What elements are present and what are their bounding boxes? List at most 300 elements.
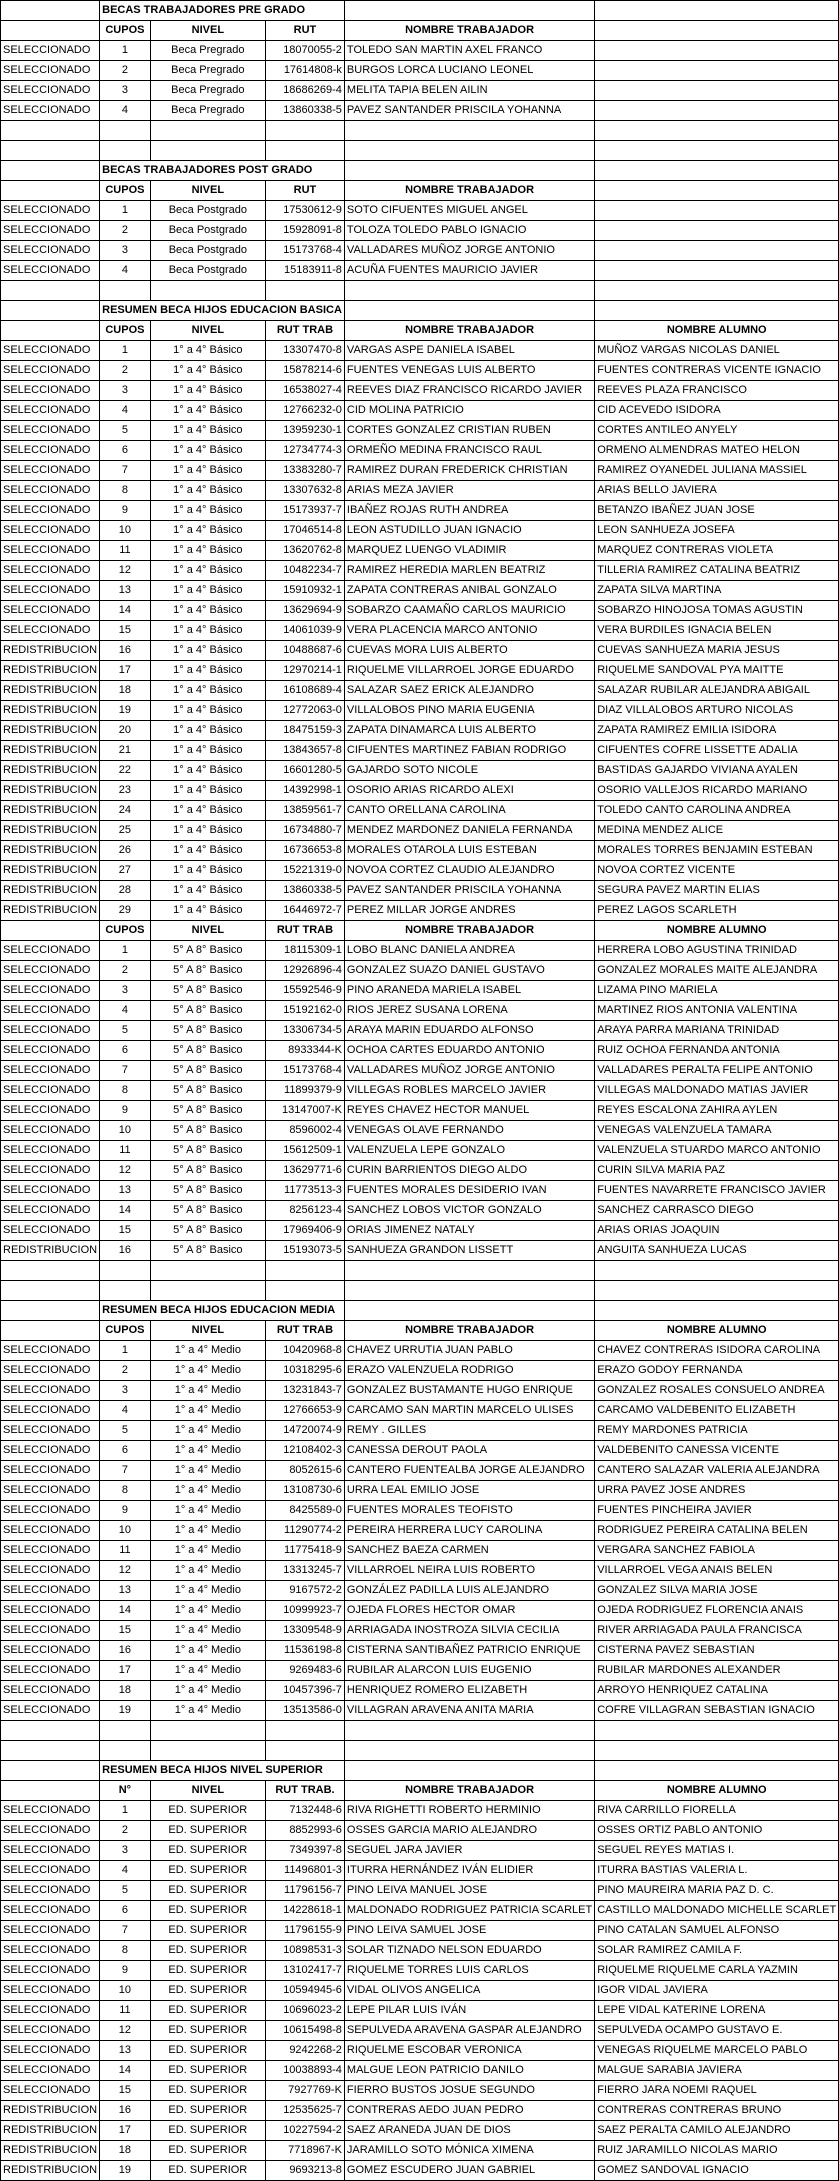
student-name-cell[interactable]: CID ACEVEDO ISIDORA [595,401,839,421]
nivel-cell[interactable]: ED. SUPERIOR [150,1941,265,1961]
cupo-cell[interactable]: 2 [100,61,151,81]
worker-name-cell[interactable]: IBAÑEZ ROJAS RUTH ANDREA [344,501,594,521]
cupo-cell[interactable]: 4 [100,1861,151,1881]
worker-name-cell[interactable]: LOBO BLANC DANIELA ANDREA [344,941,594,961]
status-cell[interactable]: SELECCIONADO [1,1501,100,1521]
worker-name-cell[interactable]: FUENTES VENEGAS LUIS ALBERTO [344,361,594,381]
rut-cell[interactable]: 12535625-7 [266,2101,345,2121]
empty-cell[interactable] [100,1741,151,1761]
nivel-cell[interactable]: Beca Postgrado [150,241,265,261]
cupo-cell[interactable]: 12 [100,1161,151,1181]
rut-cell[interactable]: 8596002-4 [266,1121,345,1141]
rut-cell[interactable]: 15173768-4 [266,241,345,261]
nivel-cell[interactable]: 1° a 4° Medio [150,1641,265,1661]
nivel-cell[interactable]: 1° a 4° Básico [150,421,265,441]
worker-name-cell[interactable]: VILLEGAS ROBLES MARCELO JAVIER [344,1081,594,1101]
nivel-cell[interactable]: 1° a 4° Básico [150,721,265,741]
student-name-cell[interactable]: LEPE VIDAL KATERINE LORENA [595,2001,839,2021]
status-cell[interactable]: SELECCIONADO [1,241,100,261]
empty-cell[interactable] [344,1301,594,1321]
nivel-cell[interactable]: 5° A 8° Basico [150,961,265,981]
nivel-cell[interactable]: 1° a 4° Básico [150,661,265,681]
student-name-cell[interactable]: RUBILAR MARDONES ALEXANDER [595,1661,839,1681]
rut-cell[interactable]: 13843657-8 [266,741,345,761]
rut-cell[interactable]: 17530612-9 [266,201,345,221]
nivel-cell[interactable]: 1° a 4° Básico [150,561,265,581]
cupo-cell[interactable]: 3 [100,381,151,401]
nivel-cell[interactable]: ED. SUPERIOR [150,1981,265,2001]
status-cell[interactable]: SELECCIONADO [1,581,100,601]
student-name-cell[interactable]: BETANZO IBAÑEZ JUAN JOSE [595,501,839,521]
status-cell[interactable]: SELECCIONADO [1,101,100,121]
status-cell[interactable]: SELECCIONADO [1,1561,100,1581]
nivel-cell[interactable]: 1° a 4° Medio [150,1701,265,1721]
nivel-cell[interactable]: 1° a 4° Medio [150,1661,265,1681]
student-name-cell[interactable]: URRA PAVEZ JOSE ANDRES [595,1481,839,1501]
status-cell[interactable]: SELECCIONADO [1,1041,100,1061]
rut-cell[interactable]: 10999923-7 [266,1601,345,1621]
nivel-cell[interactable]: ED. SUPERIOR [150,2161,265,2181]
student-name-cell[interactable]: CISTERNA PAVEZ SEBASTIAN [595,1641,839,1661]
rut-cell[interactable]: 11290774-2 [266,1521,345,1541]
status-cell[interactable]: SELECCIONADO [1,1621,100,1641]
column-header[interactable]: NOMBRE ALUMNO [595,921,839,941]
worker-name-cell[interactable]: LEON ASTUDILLO JUAN IGNACIO [344,521,594,541]
worker-name-cell[interactable]: ARIAS MEZA JAVIER [344,481,594,501]
cupo-cell[interactable]: 16 [100,641,151,661]
cupo-cell[interactable]: 2 [100,361,151,381]
nivel-cell[interactable]: ED. SUPERIOR [150,1921,265,1941]
worker-name-cell[interactable]: VILLAGRAN ARAVENA ANITA MARIA [344,1701,594,1721]
worker-name-cell[interactable]: ZAPATA DINAMARCA LUIS ALBERTO [344,721,594,741]
student-name-cell[interactable]: DIAZ VILLALOBOS ARTURO NICOLAS [595,701,839,721]
section-title[interactable]: RESUMEN BECA HIJOS NIVEL SUPERIOR [100,1761,345,1781]
worker-name-cell[interactable]: URRA LEAL EMILIO JOSE [344,1481,594,1501]
status-cell[interactable]: SELECCIONADO [1,1821,100,1841]
cupo-cell[interactable]: 4 [100,261,151,281]
worker-name-cell[interactable]: SAEZ ARANEDA JUAN DE DIOS [344,2121,594,2141]
status-cell[interactable]: REDISTRIBUCION [1,761,100,781]
nivel-cell[interactable]: 1° a 4° Básico [150,541,265,561]
nivel-cell[interactable]: 1° a 4° Básico [150,441,265,461]
status-cell[interactable]: REDISTRIBUCION [1,661,100,681]
column-header[interactable]: NIVEL [150,321,265,341]
rut-cell[interactable]: 18115309-1 [266,941,345,961]
status-cell[interactable]: SELECCIONADO [1,2001,100,2021]
rut-cell[interactable]: 13313245-7 [266,1561,345,1581]
rut-cell[interactable]: 15173937-7 [266,501,345,521]
status-cell[interactable]: REDISTRIBUCION [1,901,100,921]
rut-cell[interactable]: 9167572-2 [266,1581,345,1601]
nivel-cell[interactable]: 1° a 4° Básico [150,501,265,521]
empty-cell[interactable] [344,1261,594,1281]
empty-cell[interactable] [1,1761,100,1781]
nivel-cell[interactable]: Beca Pregrado [150,41,265,61]
student-name-cell[interactable]: ANGUITA SANHUEZA LUCAS [595,1241,839,1261]
empty-cell[interactable] [150,1281,265,1301]
student-name-cell[interactable]: SEPULVEDA OCAMPO GUSTAVO E. [595,2021,839,2041]
empty-cell[interactable] [344,1761,594,1781]
worker-name-cell[interactable]: ITURRA HERNÁNDEZ IVÁN ELIDIER [344,1861,594,1881]
column-header[interactable]: RUT TRAB [266,921,345,941]
student-name-cell[interactable]: PINO CATALAN SAMUEL ALFONSO [595,1921,839,1941]
status-cell[interactable]: SELECCIONADO [1,261,100,281]
column-header[interactable]: NOMBRE ALUMNO [595,321,839,341]
student-name-cell[interactable]: CURIN SILVA MARIA PAZ [595,1161,839,1181]
student-name-cell[interactable]: RIVA CARRILLO FIORELLA [595,1801,839,1821]
status-cell[interactable]: SELECCIONADO [1,1341,100,1361]
nivel-cell[interactable]: 1° a 4° Medio [150,1421,265,1441]
cupo-cell[interactable]: 25 [100,821,151,841]
empty-cell[interactable] [344,141,594,161]
cupo-cell[interactable]: 8 [100,1481,151,1501]
worker-name-cell[interactable]: ORIAS JIMENEZ NATALY [344,1221,594,1241]
status-cell[interactable]: SELECCIONADO [1,1361,100,1381]
rut-cell[interactable]: 15221319-0 [266,861,345,881]
nivel-cell[interactable]: ED. SUPERIOR [150,2141,265,2161]
worker-name-cell[interactable]: VALLADARES MUÑOZ JORGE ANTONIO [344,241,594,261]
column-header[interactable]: NOMBRE TRABAJADOR [344,181,594,201]
worker-name-cell[interactable]: SOLAR TIZNADO NELSON EDUARDO [344,1941,594,1961]
student-name-cell[interactable]: FUENTES NAVARRETE FRANCISCO JAVIER [595,1181,839,1201]
rut-cell[interactable]: 18070055-2 [266,41,345,61]
nivel-cell[interactable]: 1° a 4° Básico [150,621,265,641]
status-cell[interactable]: SELECCIONADO [1,61,100,81]
rut-cell[interactable]: 12734774-3 [266,441,345,461]
status-cell[interactable]: SELECCIONADO [1,1121,100,1141]
status-cell[interactable]: SELECCIONADO [1,541,100,561]
cupo-cell[interactable]: 13 [100,2041,151,2061]
empty-cell[interactable] [100,1281,151,1301]
column-header[interactable]: RUT [266,181,345,201]
status-cell[interactable]: SELECCIONADO [1,1221,100,1241]
status-cell[interactable]: SELECCIONADO [1,1461,100,1481]
rut-cell[interactable]: 10488687-6 [266,641,345,661]
cupo-cell[interactable]: 6 [100,1041,151,1061]
rut-cell[interactable]: 12766653-9 [266,1401,345,1421]
student-name-cell[interactable]: VALLADARES PERALTA FELIPE ANTONIO [595,1061,839,1081]
section-title[interactable]: BECAS TRABAJADORES POST GRADO [100,161,345,181]
student-name-cell[interactable]: PINO MAUREIRA MARIA PAZ D. C. [595,1881,839,1901]
status-cell[interactable]: SELECCIONADO [1,1441,100,1461]
worker-name-cell[interactable]: OCHOA CARTES EDUARDO ANTONIO [344,1041,594,1061]
student-name-cell[interactable]: FIERRO JARA NOEMI RAQUEL [595,2081,839,2101]
status-cell[interactable]: SELECCIONADO [1,1521,100,1541]
worker-name-cell[interactable]: MENDEZ MARDONEZ DANIELA FERNANDA [344,821,594,841]
rut-cell[interactable]: 8425589-0 [266,1501,345,1521]
nivel-cell[interactable]: ED. SUPERIOR [150,2061,265,2081]
nivel-cell[interactable]: 5° A 8° Basico [150,1141,265,1161]
student-name-cell[interactable]: MUÑOZ VARGAS NICOLAS DANIEL [595,341,839,361]
worker-name-cell[interactable]: FIERRO BUSTOS JOSUE SEGUNDO [344,2081,594,2101]
status-cell[interactable]: SELECCIONADO [1,381,100,401]
status-cell[interactable]: SELECCIONADO [1,401,100,421]
rut-cell[interactable]: 11775418-9 [266,1541,345,1561]
worker-name-cell[interactable]: RUBILAR ALARCON LUIS EUGENIO [344,1661,594,1681]
column-header[interactable]: N° [100,1781,151,1801]
rut-cell[interactable]: 10038893-4 [266,2061,345,2081]
nivel-cell[interactable]: 1° a 4° Básico [150,581,265,601]
nivel-cell[interactable]: 5° A 8° Basico [150,1021,265,1041]
student-name-cell[interactable]: MARQUEZ CONTRERAS VIOLETA [595,541,839,561]
rut-cell[interactable]: 17969406-9 [266,1221,345,1241]
rut-cell[interactable]: 18475159-3 [266,721,345,741]
status-cell[interactable]: REDISTRIBUCION [1,2141,100,2161]
cupo-cell[interactable]: 5 [100,1421,151,1441]
worker-name-cell[interactable]: CIFUENTES MARTINEZ FABIAN RODRIGO [344,741,594,761]
nivel-cell[interactable]: 5° A 8° Basico [150,1121,265,1141]
empty-cell[interactable] [1,1781,100,1801]
empty-cell[interactable] [1,21,100,41]
empty-cell[interactable] [266,1281,345,1301]
status-cell[interactable]: SELECCIONADO [1,361,100,381]
cupo-cell[interactable]: 12 [100,561,151,581]
cupo-cell[interactable]: 2 [100,961,151,981]
worker-name-cell[interactable]: RIQUELME ESCOBAR VERONICA [344,2041,594,2061]
nivel-cell[interactable]: 1° a 4° Básico [150,601,265,621]
column-header[interactable] [595,21,839,41]
column-header[interactable]: NOMBRE TRABAJADOR [344,1781,594,1801]
worker-name-cell[interactable]: SEPULVEDA ARAVENA GASPAR ALEJANDRO [344,2021,594,2041]
worker-name-cell[interactable]: VENEGAS OLAVE FERNANDO [344,1121,594,1141]
worker-name-cell[interactable]: VERA PLACENCIA MARCO ANTONIO [344,621,594,641]
rut-cell[interactable]: 9242268-2 [266,2041,345,2061]
nivel-cell[interactable]: 1° a 4° Medio [150,1401,265,1421]
nivel-cell[interactable]: 1° a 4° Medio [150,1681,265,1701]
status-cell[interactable]: REDISTRIBUCION [1,741,100,761]
column-header[interactable]: CUPOS [100,1321,151,1341]
nivel-cell[interactable]: 1° a 4° Medio [150,1441,265,1461]
nivel-cell[interactable]: ED. SUPERIOR [150,2101,265,2121]
worker-name-cell[interactable]: CUEVAS MORA LUIS ALBERTO [344,641,594,661]
column-header[interactable]: NOMBRE TRABAJADOR [344,21,594,41]
cupo-cell[interactable]: 11 [100,1141,151,1161]
cupo-cell[interactable]: 18 [100,2141,151,2161]
nivel-cell[interactable]: 1° a 4° Básico [150,701,265,721]
empty-cell[interactable] [344,1721,594,1741]
worker-name-cell[interactable]: SALAZAR SAEZ ERICK ALEJANDRO [344,681,594,701]
student-name-cell[interactable]: TILLERIA RAMIREZ CATALINA BEATRIZ [595,561,839,581]
student-name-cell[interactable]: SAEZ PERALTA CAMILO ALEJANDRO [595,2121,839,2141]
worker-name-cell[interactable]: CHAVEZ URRUTIA JUAN PABLO [344,1341,594,1361]
cupo-cell[interactable]: 11 [100,541,151,561]
student-name-cell[interactable]: REMY MARDONES PATRICIA [595,1421,839,1441]
rut-cell[interactable]: 8852993-6 [266,1821,345,1841]
status-cell[interactable]: SELECCIONADO [1,1841,100,1861]
empty-cell[interactable] [1,1741,100,1761]
student-name-cell[interactable]: RODRIGUEZ PEREIRA CATALINA BELEN [595,1521,839,1541]
nivel-cell[interactable]: 5° A 8° Basico [150,941,265,961]
student-name-cell[interactable] [595,221,839,241]
student-name-cell[interactable]: ZAPATA RAMIREZ EMILIA ISIDORA [595,721,839,741]
column-header[interactable]: NIVEL [150,181,265,201]
nivel-cell[interactable]: 1° a 4° Básico [150,801,265,821]
worker-name-cell[interactable]: CID MOLINA PATRICIO [344,401,594,421]
student-name-cell[interactable]: MORALES TORRES BENJAMIN ESTEBAN [595,841,839,861]
status-cell[interactable]: SELECCIONADO [1,2041,100,2061]
status-cell[interactable]: SELECCIONADO [1,421,100,441]
rut-cell[interactable]: 13629771-6 [266,1161,345,1181]
student-name-cell[interactable]: GOMEZ SANDOVAL IGNACIO [595,2161,839,2181]
status-cell[interactable]: SELECCIONADO [1,341,100,361]
cupo-cell[interactable]: 4 [100,1001,151,1021]
status-cell[interactable]: SELECCIONADO [1,1421,100,1441]
student-name-cell[interactable]: SOLAR RAMIREZ CAMILA F. [595,1941,839,1961]
cupo-cell[interactable]: 7 [100,1061,151,1081]
column-header[interactable]: NOMBRE ALUMNO [595,1321,839,1341]
cupo-cell[interactable]: 10 [100,1121,151,1141]
student-name-cell[interactable]: OSORIO VALLEJOS RICARDO MARIANO [595,781,839,801]
rut-cell[interactable]: 13959230-1 [266,421,345,441]
student-name-cell[interactable]: SEGURA PAVEZ MARTIN ELIAS [595,881,839,901]
section-title[interactable]: RESUMEN BECA HIJOS EDUCACION BASICA [100,301,345,321]
empty-cell[interactable] [150,281,265,301]
status-cell[interactable]: REDISTRIBUCION [1,721,100,741]
column-header[interactable]: NOMBRE TRABAJADOR [344,1321,594,1341]
rut-cell[interactable]: 10696023-2 [266,2001,345,2021]
column-header[interactable]: NOMBRE TRABAJADOR [344,321,594,341]
cupo-cell[interactable]: 15 [100,1621,151,1641]
cupo-cell[interactable]: 4 [100,401,151,421]
nivel-cell[interactable]: 1° a 4° Básico [150,821,265,841]
rut-cell[interactable]: 14061039-9 [266,621,345,641]
rut-cell[interactable]: 12970214-1 [266,661,345,681]
student-name-cell[interactable]: ORMENO ALMENDRAS MATEO HELON [595,441,839,461]
student-name-cell[interactable]: PEREZ LAGOS SCARLETH [595,901,839,921]
rut-cell[interactable]: 8933344-K [266,1041,345,1061]
empty-cell[interactable] [150,1721,265,1741]
column-header[interactable]: RUT TRAB [266,1321,345,1341]
empty-cell[interactable] [595,1301,839,1321]
empty-cell[interactable] [1,1261,100,1281]
status-cell[interactable]: SELECCIONADO [1,1861,100,1881]
empty-cell[interactable] [1,1,100,21]
empty-cell[interactable] [1,161,100,181]
worker-name-cell[interactable]: CISTERNA SANTIBAÑEZ PATRICIO ENRIQUE [344,1641,594,1661]
status-cell[interactable]: SELECCIONADO [1,1601,100,1621]
worker-name-cell[interactable]: REYES CHAVEZ HECTOR MANUEL [344,1101,594,1121]
status-cell[interactable]: SELECCIONADO [1,1701,100,1721]
worker-name-cell[interactable]: MARQUEZ LUENGO VLADIMIR [344,541,594,561]
empty-cell[interactable] [100,141,151,161]
nivel-cell[interactable]: 1° a 4° Básico [150,461,265,481]
worker-name-cell[interactable]: PAVEZ SANTANDER PRISCILA YOHANNA [344,881,594,901]
rut-cell[interactable]: 13307632-8 [266,481,345,501]
nivel-cell[interactable]: ED. SUPERIOR [150,1901,265,1921]
cupo-cell[interactable]: 3 [100,241,151,261]
status-cell[interactable]: SELECCIONADO [1,1801,100,1821]
student-name-cell[interactable]: REYES ESCALONA ZAHIRA AYLEN [595,1101,839,1121]
status-cell[interactable]: SELECCIONADO [1,2021,100,2041]
status-cell[interactable]: SELECCIONADO [1,1921,100,1941]
student-name-cell[interactable] [595,261,839,281]
worker-name-cell[interactable]: MALGUE LEON PATRICIO DANILO [344,2061,594,2081]
cupo-cell[interactable]: 9 [100,501,151,521]
student-name-cell[interactable]: CARCAMO VALDEBENITO ELIZABETH [595,1401,839,1421]
rut-cell[interactable]: 13383280-7 [266,461,345,481]
rut-cell[interactable]: 14392998-1 [266,781,345,801]
rut-cell[interactable]: 11899379-9 [266,1081,345,1101]
nivel-cell[interactable]: 1° a 4° Básico [150,641,265,661]
worker-name-cell[interactable]: TOLEDO SAN MARTIN AXEL FRANCO [344,41,594,61]
rut-cell[interactable]: 13307470-8 [266,341,345,361]
column-header[interactable]: CUPOS [100,321,151,341]
nivel-cell[interactable]: 1° a 4° Básico [150,861,265,881]
nivel-cell[interactable]: 1° a 4° Medio [150,1361,265,1381]
rut-cell[interactable]: 13859561-7 [266,801,345,821]
empty-cell[interactable] [344,281,594,301]
nivel-cell[interactable]: 1° a 4° Básico [150,881,265,901]
worker-name-cell[interactable]: VILLALOBOS PINO MARIA EUGENIA [344,701,594,721]
cupo-cell[interactable]: 24 [100,801,151,821]
nivel-cell[interactable]: 1° a 4° Medio [150,1561,265,1581]
worker-name-cell[interactable]: GONZALEZ SUAZO DANIEL GUSTAVO [344,961,594,981]
cupo-cell[interactable]: 11 [100,2001,151,2021]
column-header[interactable]: NIVEL [150,21,265,41]
rut-cell[interactable]: 13231843-7 [266,1381,345,1401]
nivel-cell[interactable]: 1° a 4° Básico [150,521,265,541]
worker-name-cell[interactable]: PAVEZ SANTANDER PRISCILA YOHANNA [344,101,594,121]
column-header[interactable]: NIVEL [150,921,265,941]
nivel-cell[interactable]: 1° a 4° Medio [150,1601,265,1621]
student-name-cell[interactable]: CUEVAS SANHUEZA MARIA JESUS [595,641,839,661]
empty-cell[interactable] [344,161,594,181]
cupo-cell[interactable]: 1 [100,1801,151,1821]
status-cell[interactable]: SELECCIONADO [1,481,100,501]
nivel-cell[interactable]: 1° a 4° Medio [150,1521,265,1541]
rut-cell[interactable]: 10227594-2 [266,2121,345,2141]
student-name-cell[interactable]: OJEDA RODRIGUEZ FLORENCIA ANAIS [595,1601,839,1621]
student-name-cell[interactable]: CASTILLO MALDONADO MICHELLE SCARLET [595,1901,839,1921]
worker-name-cell[interactable]: SOTO CIFUENTES MIGUEL ANGEL [344,201,594,221]
cupo-cell[interactable]: 14 [100,2061,151,2081]
worker-name-cell[interactable]: GONZÁLEZ PADILLA LUIS ALEJANDRO [344,1581,594,1601]
worker-name-cell[interactable]: VALLADARES MUÑOZ JORGE ANTONIO [344,1061,594,1081]
status-cell[interactable]: SELECCIONADO [1,941,100,961]
status-cell[interactable]: SELECCIONADO [1,1401,100,1421]
cupo-cell[interactable]: 13 [100,581,151,601]
status-cell[interactable]: SELECCIONADO [1,2081,100,2101]
student-name-cell[interactable]: MEDINA MENDEZ ALICE [595,821,839,841]
cupo-cell[interactable]: 17 [100,1661,151,1681]
worker-name-cell[interactable]: GONZALEZ BUSTAMANTE HUGO ENRIQUE [344,1381,594,1401]
rut-cell[interactable]: 13620762-8 [266,541,345,561]
student-name-cell[interactable]: ARROYO HENRIQUEZ CATALINA [595,1681,839,1701]
student-name-cell[interactable]: RIQUELME SANDOVAL PYA MAITTE [595,661,839,681]
empty-cell[interactable] [595,1721,839,1741]
empty-cell[interactable] [100,1261,151,1281]
nivel-cell[interactable]: 1° a 4° Básico [150,361,265,381]
student-name-cell[interactable] [595,81,839,101]
student-name-cell[interactable]: HERRERA LOBO AGUSTINA TRINIDAD [595,941,839,961]
rut-cell[interactable]: 11796156-7 [266,1881,345,1901]
worker-name-cell[interactable]: LEPE PILAR LUIS IVÁN [344,2001,594,2021]
cupo-cell[interactable]: 19 [100,2161,151,2181]
nivel-cell[interactable]: 1° a 4° Medio [150,1461,265,1481]
rut-cell[interactable]: 12926896-4 [266,961,345,981]
student-name-cell[interactable]: VILLARROEL VEGA ANAIS BELEN [595,1561,839,1581]
worker-name-cell[interactable]: PINO ARANEDA MARIELA ISABEL [344,981,594,1001]
worker-name-cell[interactable]: RAMIREZ DURAN FREDERICK CHRISTIAN [344,461,594,481]
worker-name-cell[interactable]: FUENTES MORALES TEOFISTO [344,1501,594,1521]
worker-name-cell[interactable]: ARRIAGADA INOSTROZA SILVIA CECILIA [344,1621,594,1641]
nivel-cell[interactable]: 1° a 4° Medio [150,1481,265,1501]
rut-cell[interactable]: 16734880-7 [266,821,345,841]
status-cell[interactable]: SELECCIONADO [1,1141,100,1161]
rut-cell[interactable]: 12766232-0 [266,401,345,421]
cupo-cell[interactable]: 26 [100,841,151,861]
empty-cell[interactable] [1,921,100,941]
